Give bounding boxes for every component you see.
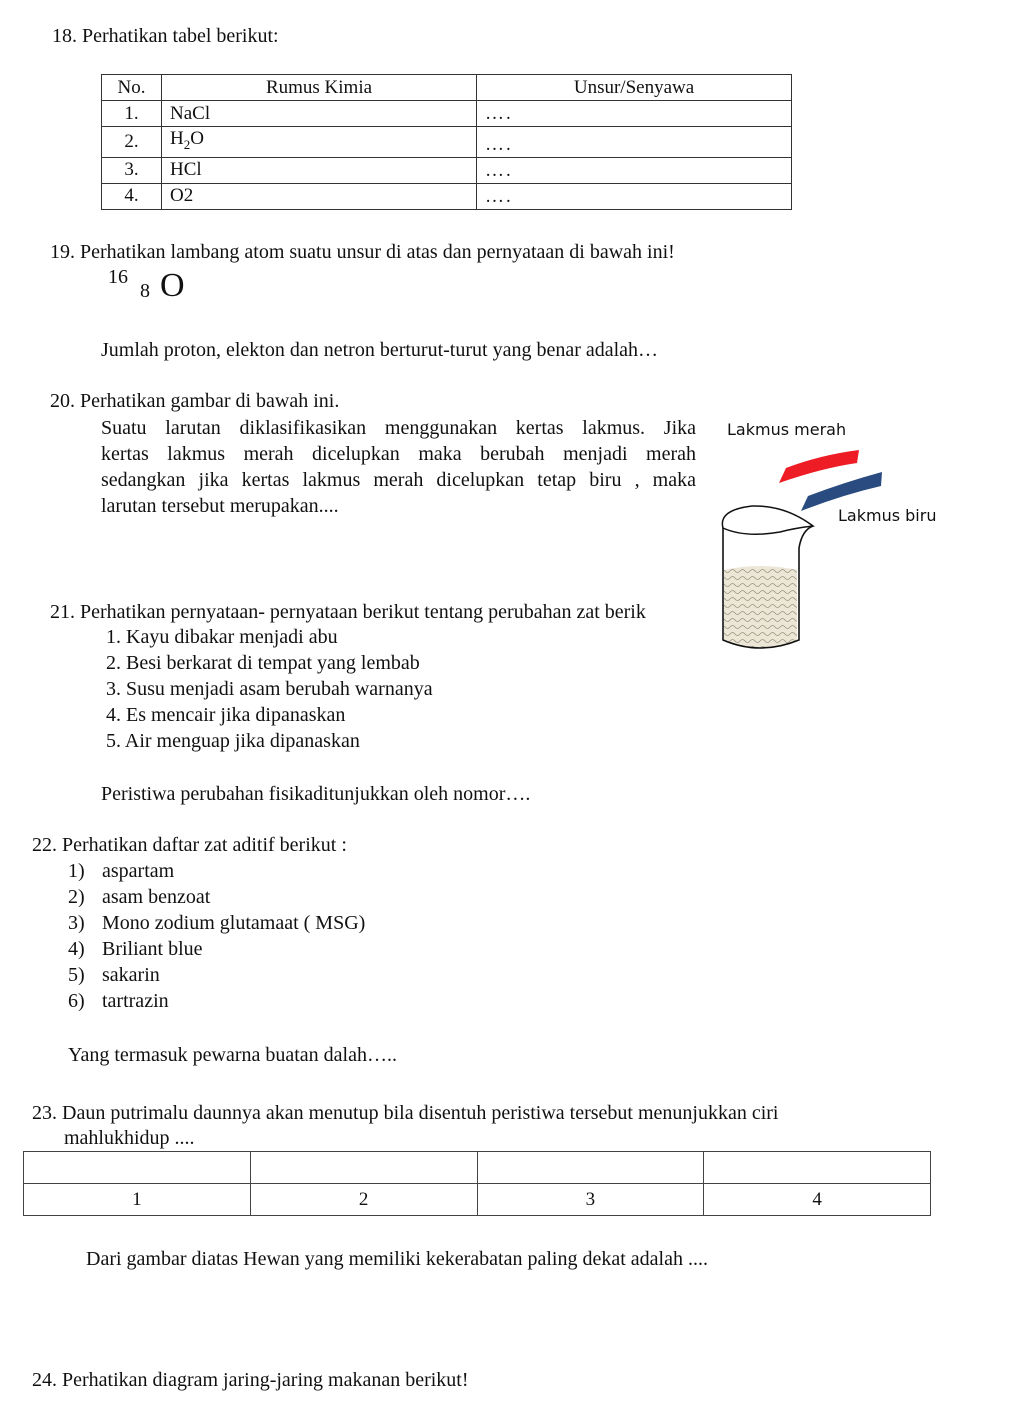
label-cell-4: 4: [704, 1184, 931, 1216]
formula-table: [101, 74, 792, 210]
row-answer-blank: ….: [477, 157, 792, 183]
row-no: 4.: [102, 183, 162, 209]
q19-prompt: Perhatikan lambang atom suatu unsur di atas dan pernyataan di bawah ini!: [80, 241, 675, 263]
row-no: 2.: [102, 127, 162, 158]
q21-item-1: 1. Kayu dibakar menjadi abu: [106, 626, 338, 648]
header-element: Unsur/Senyawa: [477, 75, 792, 101]
q22-prompt: Perhatikan daftar zat aditif berikut :: [62, 834, 347, 856]
image-cell-2: [250, 1152, 477, 1184]
label-row: [24, 1184, 931, 1216]
row-answer-blank: ….: [477, 127, 792, 158]
q20-heading: [50, 389, 339, 413]
red-litmus-strip: [779, 450, 859, 483]
q22-item: 3) Mono zodium glutamaat ( MSG): [68, 912, 366, 934]
q24-number: 24.: [32, 1369, 57, 1391]
q20-line-2: kertas lakmus merah dicelupkan maka berubah menjadi merah: [101, 443, 696, 465]
blue-litmus-strip: [801, 472, 882, 511]
q22-item: 2) asam benzoat: [68, 886, 211, 908]
q22-item: 4) Briliant blue: [68, 938, 203, 960]
q24-prompt: Perhatikan diagram jaring-jaring makanan berikut!: [62, 1369, 469, 1391]
q20-number: 20.: [50, 390, 75, 412]
header-no: No.: [102, 75, 162, 101]
formula-table-header: [102, 75, 792, 101]
q18-heading: [52, 24, 279, 48]
image-cell-3: [477, 1152, 704, 1184]
element-symbol: O: [160, 267, 185, 304]
q23-number: 23.: [32, 1102, 57, 1124]
q20-line-1: Suatu larutan diklasifikasikan menggunakan kertas lakmus. Jika: [101, 417, 696, 439]
q21-item-4: 4. Es mencair jika dipanaskan: [106, 704, 346, 726]
image-row: [24, 1152, 931, 1184]
q22-item: 1) aspartam: [68, 860, 175, 882]
q22-question: Yang termasuk pewarna buatan dalah…..: [68, 1044, 397, 1066]
q20-line-4: larutan tersebut merupakan....: [101, 495, 339, 517]
header-formula: Rumus Kimia: [162, 75, 477, 101]
q21-prompt: Perhatikan pernyataan- pernyataan berikut tentang perubahan zat berik: [80, 601, 646, 623]
q19-question: Jumlah proton, elekton dan netron berturut-turut yang benar adalah…: [101, 339, 659, 361]
label-cell-2: 2: [250, 1184, 477, 1216]
image-cell-4: [704, 1152, 931, 1184]
row-answer-blank: ….: [477, 183, 792, 209]
row-formula: HCl: [162, 157, 477, 183]
q21-item-5: 5. Air menguap jika dipanaskan: [106, 730, 360, 752]
image-cell-1: [24, 1152, 251, 1184]
q18-prompt: Perhatikan tabel berikut:: [82, 25, 279, 47]
q23-question: Dari gambar diatas Hewan yang memiliki kekerabatan paling dekat adalah ....: [86, 1248, 708, 1270]
q21-heading: [50, 600, 705, 624]
label-red-litmus: Lakmus merah: [727, 420, 847, 439]
q22-item: 6) tartrazin: [68, 990, 169, 1012]
row-formula: NaCl: [162, 101, 477, 127]
row-answer-blank: ….: [477, 101, 792, 127]
table-row: [102, 101, 792, 127]
row-no: 1.: [102, 101, 162, 127]
q22-item: 5) sakarin: [68, 964, 160, 986]
q24-heading: [32, 1368, 469, 1392]
label-cell-3: 3: [477, 1184, 704, 1216]
row-no: 3.: [102, 157, 162, 183]
table-row: [102, 183, 792, 209]
q18-number: 18.: [52, 25, 77, 47]
row-formula: O2: [162, 183, 477, 209]
q21-question: Peristiwa perubahan fisikaditunjukkan oleh nomor….: [101, 783, 531, 805]
q22-heading: [32, 833, 347, 857]
mass-number: 16: [108, 266, 128, 288]
q23-prompt-line-2: mahlukhidup ....: [64, 1127, 195, 1149]
table-row: [102, 127, 792, 158]
q19-number: 19.: [50, 241, 75, 263]
q20-line-3: sedangkan jika kertas lakmus merah dicelupkan tetap biru , maka: [101, 469, 696, 491]
table-row: [102, 157, 792, 183]
q20-prompt: Perhatikan gambar di bawah ini.: [80, 390, 340, 412]
atomic-number: 8: [140, 280, 150, 302]
label-blue-litmus: Lakmus biru: [838, 506, 937, 525]
label-cell-1: 1: [24, 1184, 251, 1216]
q21-item-3: 3. Susu menjadi asam berubah warnanya: [106, 678, 433, 700]
q23-heading: [32, 1101, 778, 1125]
q22-number: 22.: [32, 834, 57, 856]
q19-heading: [50, 240, 675, 264]
q21-item-2: 2. Besi berkarat di tempat yang lembab: [106, 652, 420, 674]
beaker-litmus-illustration: [700, 440, 900, 660]
q21-number: 21.: [50, 601, 75, 623]
q23-prompt: Daun putrimalu daunnya akan menutup bila disentuh peristiwa tersebut menunjukkan ciri: [62, 1102, 779, 1124]
row-formula: $H_2O$: [162, 127, 477, 158]
animal-image-table: [23, 1151, 931, 1216]
